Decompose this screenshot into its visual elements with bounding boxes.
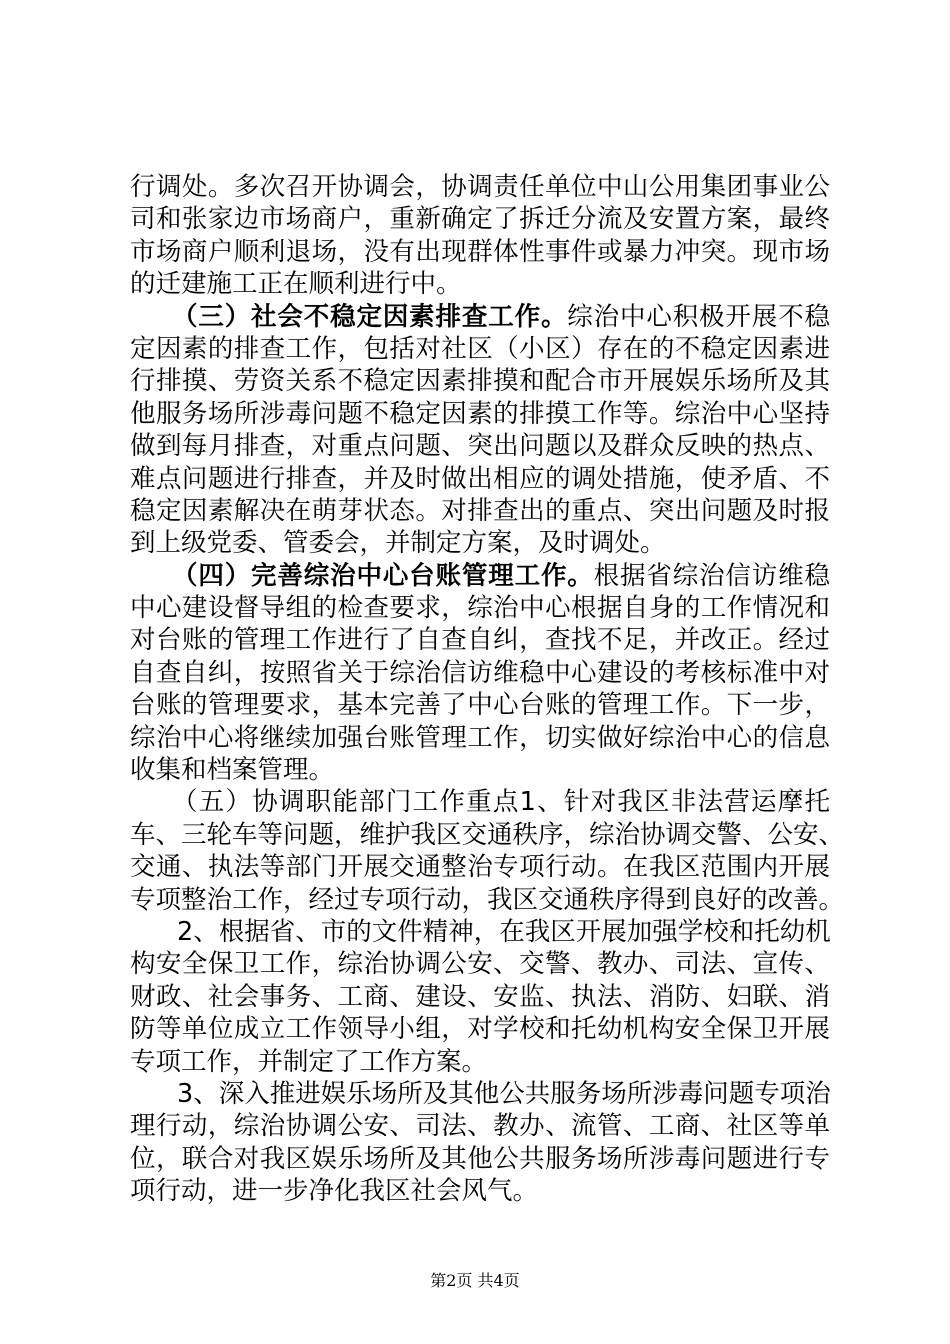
line-text: 到上级党委、管委会，并制定方案，及时调处。 bbox=[130, 528, 666, 559]
text-line bbox=[130, 463, 830, 495]
line-text: 理行动，综治协调公安、司法、教办、流管、工商、社区等单 bbox=[130, 1111, 830, 1142]
line-text: 难点问题进行排查，并及时做出相应的调处措施，使矛盾、不 bbox=[130, 463, 830, 494]
text-line bbox=[130, 948, 830, 980]
text-line bbox=[130, 171, 830, 203]
line-text: 定因素的排查工作，包括对社区（小区）存在的不稳定因素进 bbox=[130, 333, 830, 364]
text-line bbox=[130, 560, 830, 592]
line-text: 行调处。多次召开协调会，协调责任单位中山公用集团事业公 bbox=[130, 172, 830, 202]
text-line bbox=[130, 689, 830, 721]
text-line bbox=[130, 1078, 830, 1110]
text-line bbox=[130, 333, 830, 365]
line-text: 构安全保卫工作，综治协调公安、交警、教办、司法、宣传、 bbox=[130, 949, 830, 980]
text-line bbox=[130, 203, 830, 235]
line-text: 台账的管理要求，基本完善了中心台账的管理工作。下一步， bbox=[130, 690, 830, 721]
text-line bbox=[130, 430, 830, 462]
text-line bbox=[130, 722, 830, 754]
text-line bbox=[130, 884, 845, 916]
line-text: 市场商户顺利退场，没有出现群体性事件或暴力冲突。现市场 bbox=[130, 236, 830, 267]
line-text: 稳定因素解决在萌芽状态。对排查出的重点、突出问题及时报 bbox=[130, 495, 830, 526]
line-text: 2、根据省、市的文件精神，在我区开展加强学校和托幼机 bbox=[177, 916, 831, 947]
text-line bbox=[130, 1013, 830, 1045]
text-line bbox=[130, 495, 830, 527]
line-text: 司和张家边市场商户，重新确定了拆迁分流及安置方案，最终 bbox=[130, 204, 830, 235]
text-line bbox=[130, 851, 830, 883]
text-line bbox=[130, 236, 830, 268]
line-text: 专项工作，并制定了工作方案。 bbox=[130, 1046, 488, 1077]
line-text: 中心建设督导组的检查要求，综治中心根据自身的工作情况和 bbox=[130, 593, 830, 624]
text-line bbox=[130, 624, 830, 656]
document-body bbox=[130, 171, 845, 1208]
line-text: （五）协调职能部门工作重点1、针对我区非法营运摩托 bbox=[172, 787, 830, 818]
text-line bbox=[130, 657, 830, 689]
text-line bbox=[130, 1046, 830, 1078]
line-text: 财政、社会事务、工商、建设、安监、执法、消防、妇联、消 bbox=[130, 981, 830, 1012]
text-line bbox=[130, 398, 830, 430]
text-line bbox=[130, 1143, 830, 1175]
text-line bbox=[130, 916, 830, 948]
line-text: 综治中心将继续加强台账管理工作，切实做好综治中心的信息 bbox=[130, 722, 830, 753]
line-text: 项行动，进一步净化我区社会风气。 bbox=[130, 1176, 539, 1207]
line-text: 对台账的管理工作进行了自查自纠，查找不足，并改正。经过 bbox=[130, 625, 830, 656]
line-text: 位，联合对我区娱乐场所及其他公共服务场所涉毒问题进行专 bbox=[130, 1143, 830, 1174]
text-line bbox=[130, 301, 830, 333]
text-line bbox=[130, 786, 830, 818]
line-text: 行排摸、劳资关系不稳定因素排摸和配合市开展娱乐场所及其 bbox=[130, 366, 830, 397]
text-line bbox=[130, 754, 830, 786]
text-line bbox=[130, 981, 830, 1013]
line-text: 车、三轮车等问题，维护我区交通秩序，综治协调交警、公安、 bbox=[130, 819, 845, 850]
text-line bbox=[130, 819, 845, 851]
section-heading: （四）完善综治中心台账管理工作。 bbox=[172, 560, 594, 591]
text-line bbox=[130, 527, 830, 559]
section-heading: （三）社会不稳定因素排查工作。 bbox=[172, 301, 568, 332]
page-footer: 第2页 共4页 bbox=[430, 1271, 520, 1290]
line-text: 做到每月排查，对重点问题、突出问题以及群众反映的热点、 bbox=[130, 431, 830, 462]
text-line bbox=[130, 1110, 830, 1142]
line-text: 综治中心积极开展不稳 bbox=[567, 301, 830, 332]
line-text: 他服务场所涉毒问题不稳定因素的排摸工作等。综治中心坚持 bbox=[130, 398, 830, 429]
text-line bbox=[130, 268, 830, 300]
text-line bbox=[130, 592, 830, 624]
line-text: 交通、执法等部门开展交通整治专项行动。在我区范围内开展 bbox=[130, 852, 830, 883]
text-line bbox=[130, 365, 830, 397]
line-text: 的迁建施工正在顺利进行中。 bbox=[130, 269, 462, 300]
line-text: 收集和档案管理。 bbox=[130, 755, 335, 786]
line-text: 根据省综治信访维稳 bbox=[593, 560, 830, 591]
line-text: 3、深入推进娱乐场所及其他公共服务场所涉毒问题专项治 bbox=[177, 1078, 831, 1109]
line-text: 专项整治工作，经过专项行动，我区交通秩序得到良好的改善。 bbox=[130, 884, 845, 915]
line-text: 防等单位成立工作领导小组，对学校和托幼机构安全保卫开展 bbox=[130, 1014, 830, 1045]
text-line bbox=[130, 1175, 830, 1207]
line-text: 自查自纠，按照省关于综治信访维稳中心建设的考核标准中对 bbox=[130, 657, 830, 688]
